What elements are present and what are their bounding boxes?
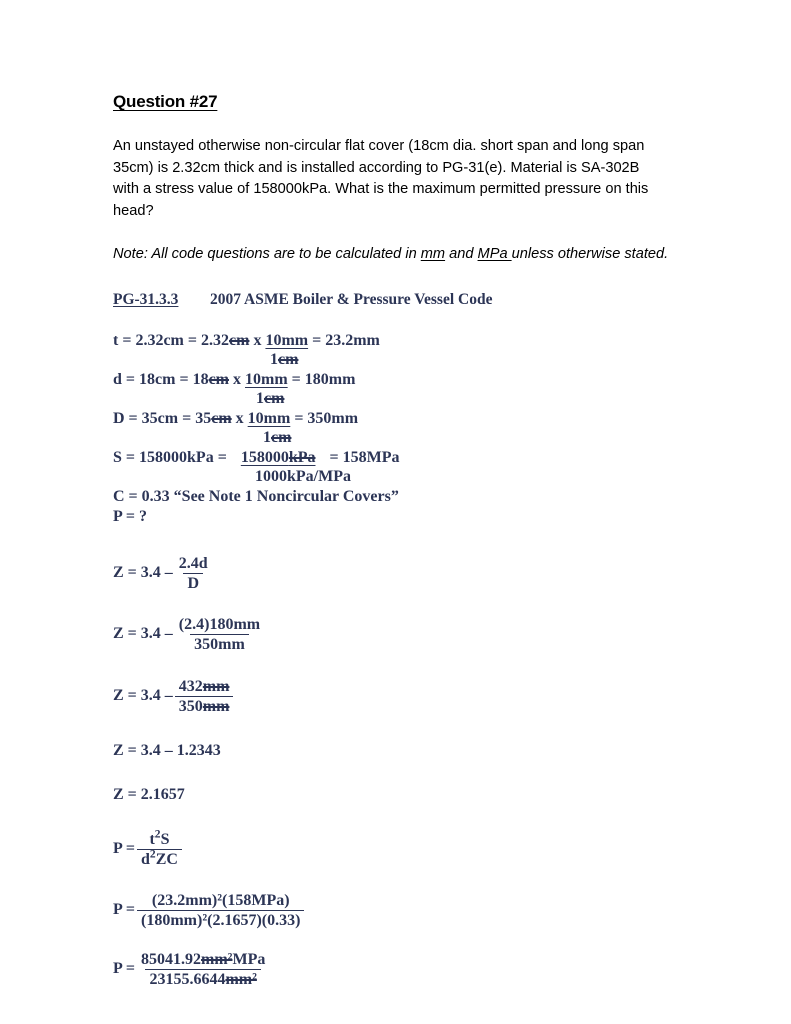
constant-line-C: C = 0.33 “See Note 1 Noncircular Covers” xyxy=(113,487,399,505)
equation-z-reduced-numerator-value: 432 xyxy=(178,677,203,695)
code-reference-tag: PG-31.3.3 xyxy=(113,290,179,308)
conversion-row-t xyxy=(113,331,683,369)
equation-z-reduced-denominator-value: 350 xyxy=(178,697,203,715)
note-text-part1: Note: All code questions are to be calculated in xyxy=(113,246,421,262)
stress-S-prefix: S = 158000kPa = xyxy=(113,448,231,466)
conversion-d-main xyxy=(113,370,683,389)
equation-p-substituted-numerator: (23.2mm)²(158MPa) xyxy=(151,891,290,909)
conversion-d-prefix: d = 18cm = 18 xyxy=(113,370,209,388)
conversion-D-main xyxy=(113,409,683,428)
equation-p-reduced-denominator-unit: mm² xyxy=(225,970,257,988)
stress-S-numerator-unit: kPa xyxy=(288,448,316,466)
equation-p-reduced-numerator-rest: MPa xyxy=(232,950,266,968)
equation-p-symbolic-numerator xyxy=(145,828,173,849)
code-reference-title: 2007 ASME Boiler & Pressure Vessel Code xyxy=(210,290,493,308)
conversion-t-denominator xyxy=(113,350,683,369)
stress-S-numerator-value: 158000 xyxy=(240,448,289,466)
stress-S-main xyxy=(113,448,683,467)
equation-p-reduced xyxy=(113,951,683,988)
equation-p-symbolic xyxy=(113,828,683,868)
equation-z-substituted xyxy=(113,616,683,653)
equation-z-reduced-numerator-unit: mm xyxy=(202,677,230,695)
equation-z-substituted-denominator: 350mm xyxy=(190,634,249,653)
conversion-t-result: = 23.2mm xyxy=(308,331,380,349)
equation-z-substituted-numerator: (2.4)180mm xyxy=(178,615,261,633)
document-content xyxy=(113,92,683,988)
equation-p-reduced-lhs: P = xyxy=(113,960,136,977)
equation-p-symbolic-denominator-rest: ZC xyxy=(155,850,178,868)
conversion-d-times: x xyxy=(229,370,245,388)
equation-z-symbolic-numerator: 2.4d xyxy=(178,554,208,572)
code-reference-line xyxy=(113,291,683,309)
conversion-d-denominator-unit: cm xyxy=(264,389,285,407)
conversion-D-denominator-value: 1 xyxy=(263,428,271,446)
stress-S-numerator xyxy=(231,449,326,466)
conversion-t-denominator-value: 1 xyxy=(270,350,278,368)
equation-p-symbolic-fraction xyxy=(137,828,182,868)
conversion-d-numerator: 10mm xyxy=(245,370,288,388)
conversion-row-D xyxy=(113,409,683,447)
equation-z-symbolic-lhs: Z = 3.4 – xyxy=(113,564,173,581)
equation-z-symbolic xyxy=(113,555,683,592)
equation-z-reduced-fraction xyxy=(175,678,234,715)
stress-S-denominator-value: 1000kPa/MPa xyxy=(255,467,351,485)
equation-p-substituted-fraction xyxy=(137,892,304,929)
conversion-t-cancel-unit: cm xyxy=(229,331,250,349)
page-title-wrapper xyxy=(113,92,683,136)
question-paragraph: An unstayed otherwise non-circular flat cover (18cm dia. short span and long span 35cm) is 2.32cm thick and is installed according to PG-31(e). Material is SA-302B with a stress value of 158000kPa. What is the maximum permitted pressure on this head? xyxy=(113,138,649,219)
equation-p-reduced-denominator-value: 23155.6644 xyxy=(149,970,226,988)
conversion-d-denominator xyxy=(113,389,683,408)
equation-p-reduced-numerator-value: 85041.92 xyxy=(141,950,202,968)
conversion-t-denominator-unit: cm xyxy=(278,350,299,368)
stress-S-denominator xyxy=(113,467,683,486)
conversion-t-numerator: 10mm xyxy=(265,331,309,349)
unknown-line-P: P = ? xyxy=(113,507,148,525)
conversion-t-times: x xyxy=(249,331,266,349)
note-text-part3: unless otherwise stated. xyxy=(511,246,669,262)
equation-p-symbolic-lhs: P = xyxy=(113,840,136,857)
note-paragraph xyxy=(113,244,673,266)
conversion-d-denominator-value: 1 xyxy=(256,389,264,407)
note-unit-mm: mm xyxy=(420,246,446,262)
note-unit-mpa: MPa xyxy=(477,246,512,262)
z-result-line-1: Z = 3.4 – 1.2343 xyxy=(113,741,221,759)
conversion-d-result: = 180mm xyxy=(287,370,356,388)
equation-z-symbolic-denominator: D xyxy=(183,573,203,592)
note-text-part2: and xyxy=(445,246,478,262)
equation-p-symbolic-denominator-base: d xyxy=(141,850,150,868)
stress-S-result: = 158MPa xyxy=(325,448,400,466)
equation-p-reduced-fraction xyxy=(137,951,269,988)
conversion-t-prefix: t = 2.32cm = 2.32 xyxy=(113,331,229,349)
conversion-row-d xyxy=(113,370,683,408)
equation-p-symbolic-numerator-rest: S xyxy=(160,830,170,848)
conversion-D-prefix: D = 35cm = 35 xyxy=(113,409,212,427)
conversion-t-main xyxy=(113,331,683,350)
equation-p-symbolic-numerator-exponent: 2 xyxy=(154,828,161,841)
page-title: Question #27 xyxy=(113,92,218,111)
equation-p-symbolic-denominator-exponent: 2 xyxy=(149,848,156,861)
conversion-D-times: x xyxy=(231,409,248,427)
equation-p-symbolic-denominator xyxy=(137,849,182,868)
equation-z-reduced-numerator xyxy=(175,678,234,696)
conversions-block xyxy=(113,331,683,527)
equation-p-substituted xyxy=(113,892,683,929)
equation-p-substituted-denominator: (180mm)²(2.1657)(0.33) xyxy=(137,910,304,929)
conversion-d-cancel-unit: cm xyxy=(208,370,229,388)
equation-p-reduced-numerator xyxy=(137,951,269,969)
equation-z-reduced-lhs: Z = 3.4 – xyxy=(113,687,173,704)
equation-z-substituted-lhs: Z = 3.4 – xyxy=(113,625,173,642)
equation-p-reduced-numerator-unit: mm² xyxy=(201,950,233,968)
equation-p-symbolic-numerator-base: t xyxy=(149,830,155,848)
conversion-D-result: = 350mm xyxy=(290,409,359,427)
conversion-D-denominator xyxy=(113,428,683,447)
z-result-line-2: Z = 2.1657 xyxy=(113,785,185,803)
equation-z-reduced xyxy=(113,678,683,715)
equation-z-substituted-fraction xyxy=(175,616,264,653)
equation-z-reduced-denominator-unit: mm xyxy=(202,697,230,715)
conversion-D-numerator: 10mm xyxy=(247,409,291,427)
equation-p-substituted-lhs: P = xyxy=(113,901,136,918)
equation-p-reduced-denominator xyxy=(145,969,260,988)
equation-z-symbolic-fraction xyxy=(175,555,212,592)
conversion-D-cancel-unit: cm xyxy=(211,409,232,427)
conversion-D-denominator-unit: cm xyxy=(271,428,292,446)
stress-row-S xyxy=(113,448,683,486)
equation-z-reduced-denominator xyxy=(175,696,234,715)
